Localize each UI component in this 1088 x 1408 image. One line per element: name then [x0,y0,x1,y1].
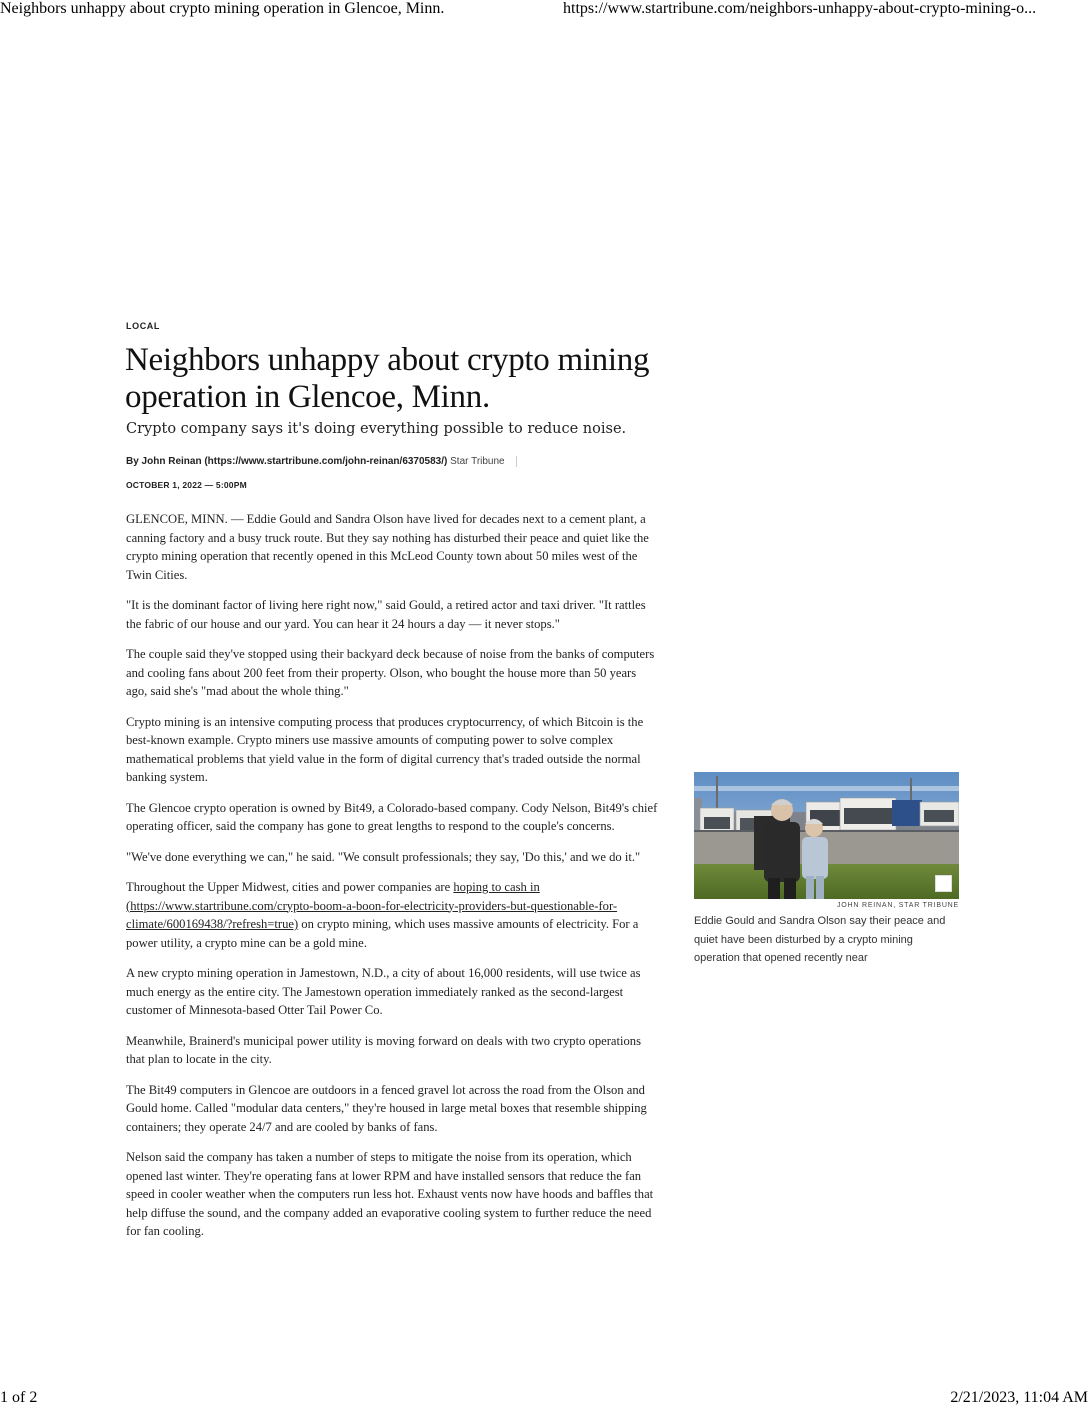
crypto-boom-article-link[interactable]: hoping to cash in (https://www.startribune.com/crypto-boom-a-boon-for-electricity-providers-but-questionable-for-climate/600169438/?refresh=true) [126,880,618,931]
section-label[interactable]: LOCAL [126,321,160,331]
paragraph: "It is the dominant factor of living here right now," said Gould, a retired actor and taxi driver. "It rattles the fabric of our house and our yard. You can hear it 24 hours a day — it never stops." [126,598,646,631]
paragraph: The Glencoe crypto operation is owned by Bit49, a Colorado-based company. Cody Nelson, Bit49's chief operating officer, said the company has gone to great lengths to respond to the couple's concerns. [126,800,658,833]
paragraph: Meanwhile, Brainerd's municipal power utility is moving forward on deals with two crypto operations that plan to locate in the city. [126,1033,642,1066]
print-footer-page: 1 of 2 [0,1389,38,1406]
paragraph: Nelson said the company has taken a number of steps to mitigate the noise from its operation, which opened last winter. They're operating fans at lower RPM and have installed sensors that reduce the fan speed in cooler weather when the computers run less hot. Exhaust vents now have hoods and baffles that help diffuse the sound, and the company added an evaporative cooling system to further reduce the need for fan cooling. [126,1150,654,1238]
expand-photo-icon[interactable] [935,875,952,892]
byline-divider [516,456,517,467]
photo-image [694,772,959,899]
photo-caption: Eddie Gould and Sandra Olson say their peace and quiet have been disturbed by a crypto mining operation that opened recently near [694,915,946,964]
subhead: Crypto company says it's doing everything possible to reduce noise. [126,421,627,437]
print-header-url: https://www.startribune.com/neighbors-unhappy-about-crypto-mining-o... [563,0,1037,17]
print-header-title: Neighbors unhappy about crypto mining operation in Glencoe, Minn. [0,0,445,17]
paragraph: A new crypto mining operation in Jamestown, N.D., a city of about 16,000 residents, will use twice as much energy as the entire city. The Jamestown operation immediately ranked as the second-largest customer of Minnesota-based Otter Tail Power Co. [126,966,641,1017]
byline-author[interactable]: By John Reinan (https://www.startribune.com/john-reinan/6370583/) [126,456,448,468]
paragraph-text: on crypto mining, which uses massive amounts of electricity. For a power utility, a crypto mine can be a gold mine. [126,917,639,950]
photo[interactable] [694,772,959,899]
paragraph-text: Throughout the Upper Midwest, cities and power companies are [126,880,454,894]
article-body [126,510,660,1253]
paragraph: "We've done everything we can," he said. "We consult professionals; they say, 'Do this,' and we do it." [126,849,641,864]
paragraph: The couple said they've stopped using their backyard deck because of noise from the banks of computers and cooling fans about 200 feet from their property. Olson, who bought the house more than 50 years ago, said she's "mad about the whole thing." [126,647,655,698]
photo-figure [694,772,959,968]
dateline: OCTOBER 1, 2022 — 5:00PM [126,480,247,490]
print-footer-timestamp: 2/21/2023, 11:04 AM [950,1389,1088,1406]
paragraph: GLENCOE, MINN. — Eddie Gould and Sandra Olson have lived for decades next to a cement plant, a canning factory and a busy truck route. But they say nothing has disturbed their peace and quiet like the crypto mining operation that recently opened in this McLeod County town about 50 miles west of the Twin Cities. [126,512,649,582]
photo-credit: JOHN REINAN, STAR TRIBUNE [836,902,959,909]
paragraph-with-link [126,878,660,952]
headline: Neighbors unhappy about crypto mining operation in Glencoe, Minn. [125,342,650,415]
paragraph: The Bit49 computers in Glencoe are outdoors in a fenced gravel lot across the road from the Olson and Gould home. Called "modular data centers," they're housed in large metal boxes that resemble shipping containers; they operate 24/7 and are cooled by banks of fans. [126,1082,647,1134]
byline-outlet: Star Tribune [450,456,505,468]
paragraph: Crypto mining is an intensive computing process that produces cryptocurrency, of which Bitcoin is the best-known example. Crypto miners use massive amounts of computing power to solve complex mathematical problems that yield value in the form of digital currency that's traded outside the normal banking system. [126,714,644,784]
byline [126,456,517,467]
